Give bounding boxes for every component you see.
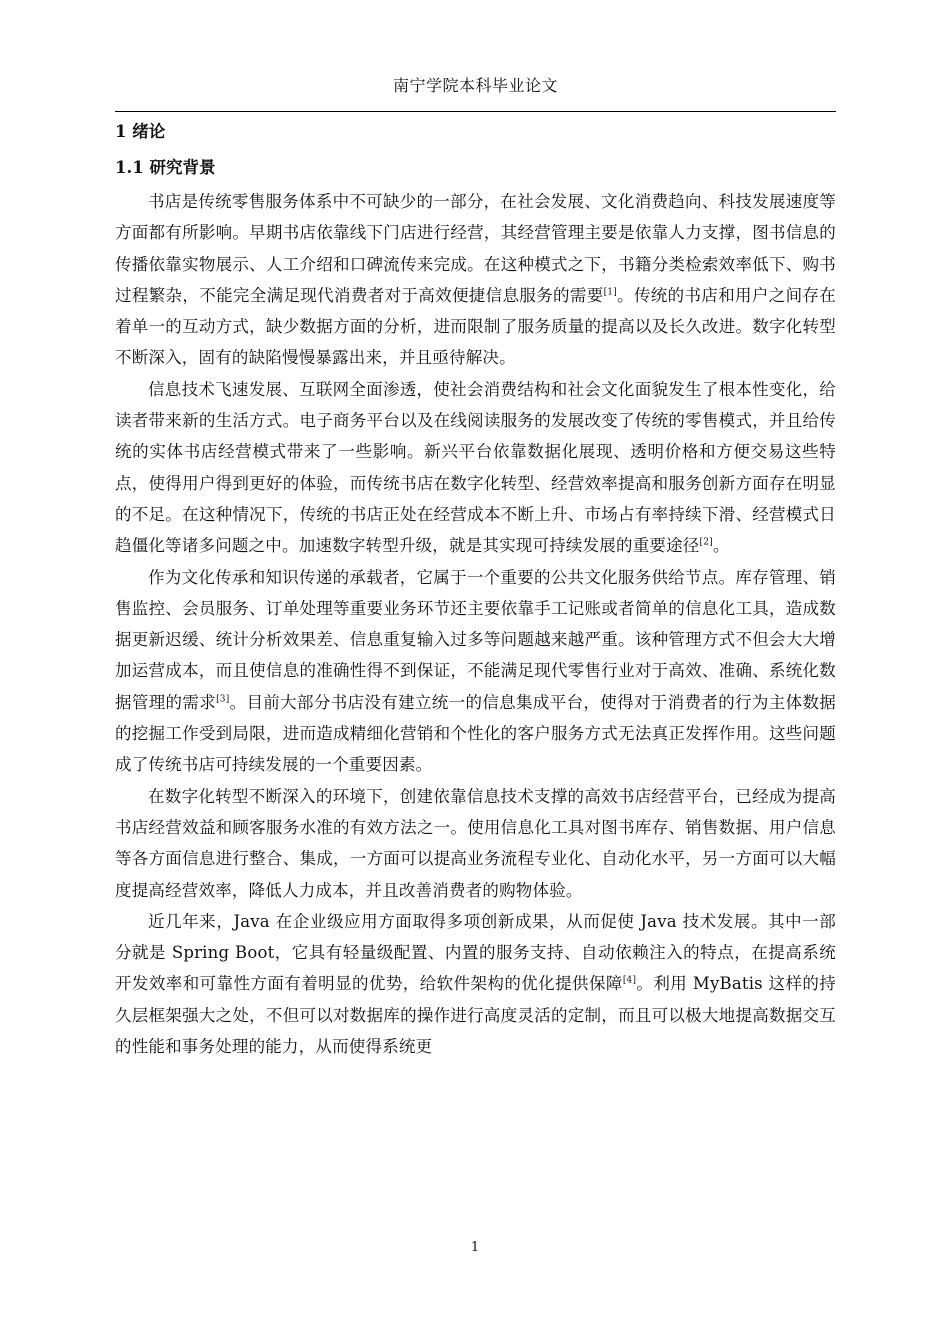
paragraph-text: 书店是传统零售服务体系中不可缺少的一部分，在社会发展、文化消费趋向、科技发展速度等方面都有所影响。早期书店依靠线下门店进行经营，其经营管理主要是依靠人力支撑，图书信息的传播依靠实物展示、人工介绍和口碑流传来完成。在这种模式之下，书籍分类检索效率低下、购书过程繁杂，不能完全满足现代消费者对于高效便捷信息服务的需要	[115, 192, 836, 305]
paragraph-text: 。	[712, 536, 730, 556]
citation-2: [2]	[699, 537, 713, 548]
citation-3: [3]	[216, 694, 230, 705]
paragraph-text: 信息技术飞速发展、互联网全面渗透，使社会消费结构和社会文化面貌发生了根本性变化，给读者带来新的生活方式。电子商务平台以及在线阅读服务的发展改变了传统的零售模式，并且给传统的实体书店经营模式带来了一些影响。新兴平台依靠数据化展现、透明价格和方便交易这些特点，使得用户得到更好的体验，而传统书店在数字化转型、经营效率提高和服务创新方面存在明显的不足。在这种情况下，传统的书店正处在经营成本不断上升、市场占有率持续下滑、经营模式日趋僵化等诸多问题之中。加速数字转型升级，就是其实现可持续发展的重要途径	[115, 379, 836, 556]
paragraph-5	[115, 906, 836, 1062]
paragraph-text: 近几年来，Java 在企业级应用方面取得多项创新成果，从而促使 Java 技术发展。其中一部分就是 Spring Boot，它具有轻量级配置、内置的服务支持、自动依赖注入的特点，在提高系统开发效率和可靠性方面有着明显的优势，给软件架构的优化提供保障	[115, 911, 836, 994]
page-number: 1	[470, 1240, 480, 1255]
citation-4: [4]	[622, 975, 637, 986]
paragraph-text: 在数字化转型不断深入的环境下，创建依靠信息技术支撑的高效书店经营平台，已经成为提高书店经营效益和顾客服务水准的有效方法之一。使用信息化工具对图书库存、销售数据、用户信息等各方面信息进行整合、集成，一方面可以提高业务流程专业化、自动化水平，另一方面可以大幅度提高经营效率，降低人力成本，并且改善消费者的购物体验。	[115, 786, 836, 900]
document-body	[115, 114, 836, 1062]
running-header: 南宁学院本科毕业论文	[392, 76, 558, 95]
paragraph-text: 。传统的书店和用户之间存在着单一的互动方式，缺少数据方面的分析，进而限制了服务质量的提高以及长久改进。数字化转型不断深入，固有的缺陷慢慢暴露出来，并且亟待解决。	[115, 285, 836, 368]
citation-1: [1]	[603, 287, 617, 298]
paragraph-text: 。利用 MyBatis 这样的持久层框架强大之处，不但可以对数据库的操作进行高度灵活的定制，而且可以极大地提高数据交互的性能和事务处理的能力，从而使得系统更	[115, 974, 836, 1057]
paragraph-text: 作为文化传承和知识传递的承载者，它属于一个重要的公共文化服务供给节点。库存管理、销售监控、会员服务、订单处理等重要业务环节还主要依靠手工记账或者简单的信息化工具，造成数据更新迟缓、统计分析效果差、信息重复输入过多等问题越来越严重。该种管理方式不但会大大增加运营成本，而且使信息的准确性得不到保证，不能满足现代零售行业对于高效、准确、系统化数据管理的需求	[115, 567, 836, 712]
paragraph-3	[115, 562, 836, 781]
paragraph-4	[115, 781, 836, 906]
chapter-heading: 1 绪论	[115, 122, 166, 141]
paragraph-2	[115, 374, 836, 562]
header-rule	[115, 111, 836, 112]
section-heading: 1.1 研究背景	[115, 158, 216, 177]
paragraph-text: 。目前大部分书店没有建立统一的信息集成平台，使得对于消费者的行为主体数据的挖掘工作受到局限，进而造成精细化营销和个性化的客户服务方式无法真正发挥作用。这些问题成了传统书店可持续发展的一个重要因素。	[115, 692, 836, 775]
paragraph-1	[115, 186, 836, 374]
